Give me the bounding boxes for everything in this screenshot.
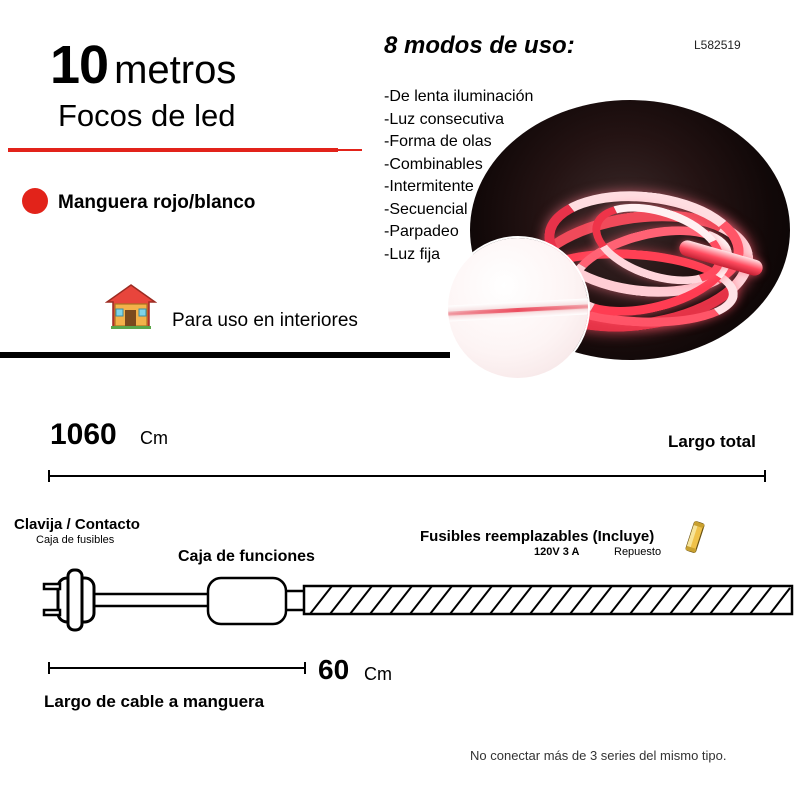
color-swatch-dot bbox=[22, 188, 48, 214]
mode-item: -Luz consecutiva bbox=[384, 110, 505, 128]
total-length-unit: Cm bbox=[140, 428, 168, 448]
fuse-icon bbox=[684, 520, 706, 554]
dimension-bar bbox=[48, 667, 306, 669]
plug-title: Clavija / Contacto bbox=[14, 516, 140, 533]
product-photo-closeup bbox=[448, 238, 588, 378]
product-subtitle: Focos de led bbox=[58, 98, 236, 133]
fuse-spec: 120V 3 A bbox=[534, 546, 580, 558]
dimension-cap-right bbox=[304, 662, 306, 674]
mode-item: -Luz fija bbox=[384, 245, 441, 263]
divider-black bbox=[0, 352, 450, 358]
product-length-unit: metros bbox=[114, 48, 237, 92]
total-length-number: 1060 bbox=[50, 418, 117, 451]
mode-item: -De lenta iluminación bbox=[384, 88, 534, 105]
interior-use-label: Para uso en interiores bbox=[172, 310, 358, 331]
total-length-label: Largo total bbox=[668, 432, 756, 451]
modes-title: 8 modos de uso: bbox=[384, 32, 575, 59]
mode-item: -Combinables bbox=[384, 155, 483, 173]
sku-code: L582519 bbox=[694, 38, 741, 52]
cable-length-unit: Cm bbox=[364, 664, 392, 684]
dimension-line-total bbox=[48, 470, 766, 482]
function-box-label: Caja de funciones bbox=[178, 548, 315, 565]
wiring-schematic bbox=[0, 560, 800, 660]
footnote: No conectar más de 3 series del mismo tipo. bbox=[470, 748, 727, 763]
divider-red-tail bbox=[338, 149, 362, 151]
product-variant-label: Manguera rojo/blanco bbox=[58, 192, 256, 213]
product-photo bbox=[470, 100, 790, 360]
product-length-number: 10 bbox=[50, 35, 109, 95]
plug-drawing bbox=[44, 570, 94, 630]
mode-item: -Parpadeo bbox=[384, 223, 459, 240]
fuse-title: Fusibles reemplazables (Incluye) bbox=[420, 528, 655, 545]
cable-length-number: 60 bbox=[318, 654, 350, 685]
dimension-cap-right bbox=[764, 470, 766, 482]
plug-subtitle: Caja de fusibles bbox=[36, 534, 115, 546]
mode-item: -Forma de olas bbox=[384, 133, 492, 150]
dimension-line-cable bbox=[48, 662, 306, 674]
function-box-drawing bbox=[208, 578, 286, 624]
dimension-bar bbox=[48, 475, 766, 477]
product-title bbox=[50, 35, 380, 95]
divider-red bbox=[8, 148, 338, 152]
cable-length-label: Largo de cable a manguera bbox=[44, 692, 265, 711]
mode-item: -Intermitente bbox=[384, 178, 474, 195]
mode-item: -Secuencial bbox=[384, 200, 468, 218]
house-icon bbox=[105, 282, 157, 330]
fuse-replacement-label: Repuesto bbox=[614, 546, 662, 558]
